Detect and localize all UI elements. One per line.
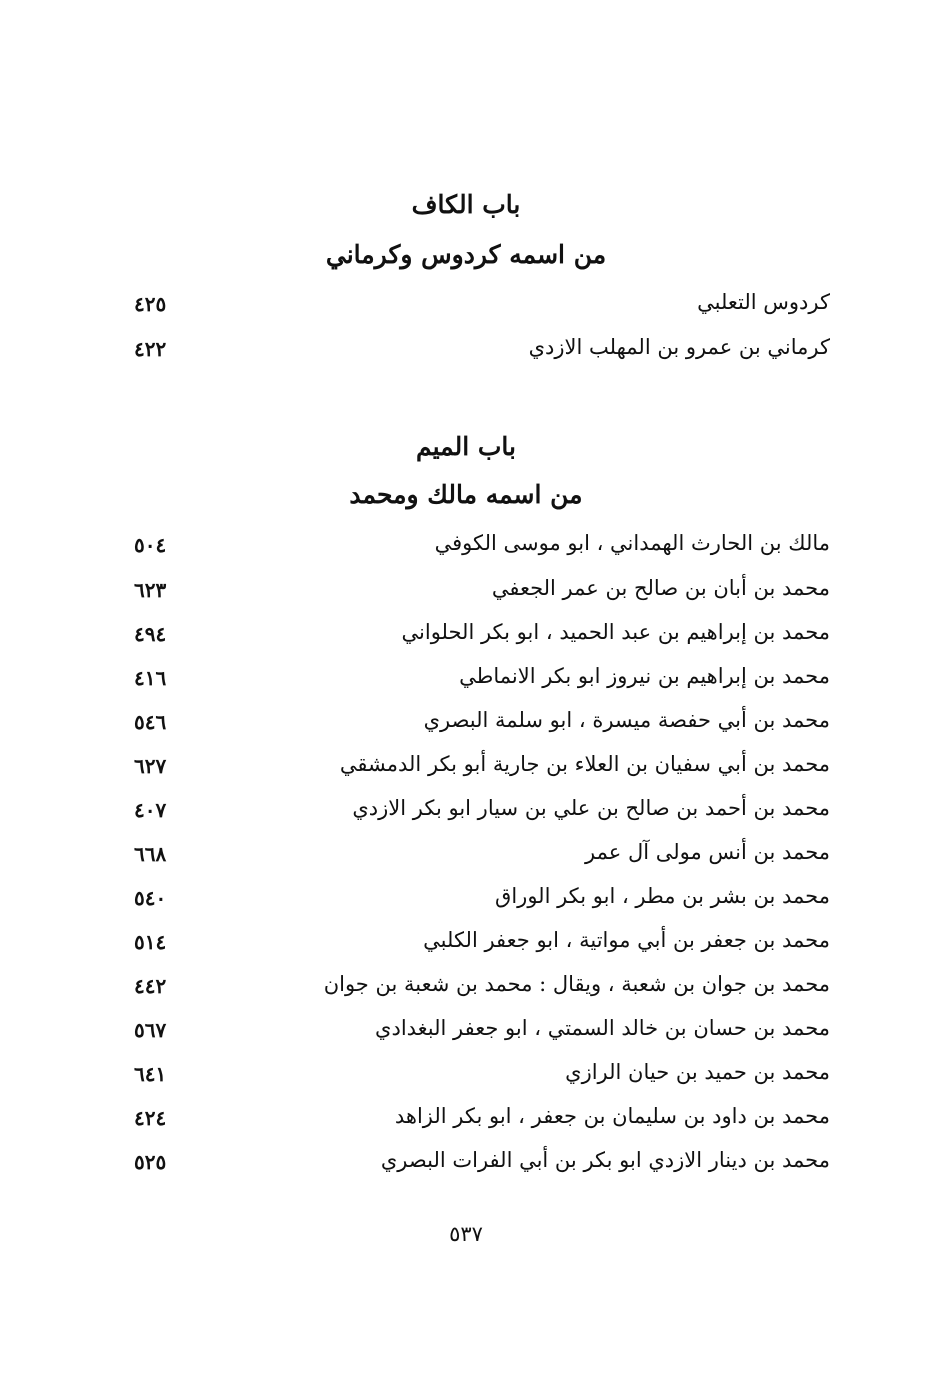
entry-page-number: ٥٠٤ <box>134 533 167 557</box>
section-title-kaf: باب الكاف <box>411 190 521 219</box>
index-entry <box>120 752 830 792</box>
entry-page-number: ٦٤١ <box>134 1062 167 1086</box>
entry-name: محمد بن حميد بن حيان الرازي <box>565 1060 830 1084</box>
index-entry <box>120 1104 830 1144</box>
entry-name: محمد بن أبان بن صالح بن عمر الجعفي <box>491 576 830 600</box>
entry-name: محمد بن جوان بن شعبة ، ويقال : محمد بن شعبة بن جوان <box>323 972 830 996</box>
index-entry <box>120 1148 830 1188</box>
entry-page-number: ٥١٤ <box>134 930 167 954</box>
entry-name: كردوس التعلبي <box>697 290 830 314</box>
index-entry <box>120 708 830 748</box>
entry-name: محمد بن أبي حفصة ميسرة ، ابو سلمة البصري <box>423 708 830 732</box>
entry-page-number: ٤٠٧ <box>134 798 167 822</box>
entry-name: محمد بن إبراهيم بن عبد الحميد ، ابو بكر الحلواني <box>401 620 830 644</box>
index-entry <box>120 290 830 330</box>
entry-page-number: ٦٦٨ <box>134 842 167 866</box>
section-subtitle-mim: من اسمه مالك ومحمد <box>349 480 583 509</box>
index-entry <box>120 928 830 968</box>
entry-page-number: ٦٢٧ <box>134 754 167 778</box>
entry-name: محمد بن أبي سفيان بن العلاء بن جارية أبو بكر الدمشقي <box>339 752 830 776</box>
index-entry <box>120 972 830 1012</box>
entry-page-number: ٤٢٥ <box>134 292 167 316</box>
entry-name: محمد بن دينار الازدي ابو بكر بن أبي الفرات البصري <box>380 1148 830 1172</box>
entry-name: كرماني بن عمرو بن المهلب الازدي <box>528 335 830 359</box>
index-entry <box>120 884 830 924</box>
section-title-mim: باب الميم <box>415 432 516 461</box>
entry-name: محمد بن جعفر بن أبي مواتية ، ابو جعفر الكلبي <box>423 928 830 952</box>
page-number: ٥٣٧ <box>449 1222 483 1246</box>
entry-page-number: ٤١٦ <box>134 666 167 690</box>
entry-page-number: ٤٩٤ <box>134 622 167 646</box>
section-subtitle-kaf: من اسمه كردوس وكرماني <box>325 240 607 269</box>
entry-name: محمد بن داود بن سليمان بن جعفر ، ابو بكر الزاهد <box>394 1104 830 1128</box>
entry-name: محمد بن إبراهيم بن نيروز ابو بكر الانماطي <box>459 664 830 688</box>
index-entry <box>120 531 830 571</box>
entry-page-number: ٤٢٢ <box>134 337 167 361</box>
entry-name: محمد بن أنس مولى آل عمر <box>585 840 830 864</box>
entry-name: محمد بن حسان بن خالد السمتي ، ابو جعفر البغدادي <box>375 1016 830 1040</box>
index-entry <box>120 335 830 375</box>
entry-name: محمد بن أحمد بن صالح بن علي بن سيار ابو بكر الازدي <box>352 796 830 820</box>
index-entry <box>120 1016 830 1056</box>
entry-name: محمد بن بشر بن مطر ، ابو بكر الوراق <box>495 884 830 908</box>
entry-page-number: ٥٢٥ <box>134 1150 167 1174</box>
entry-page-number: ٥٤٠ <box>134 886 167 910</box>
entry-page-number: ٤٢٤ <box>134 1106 167 1130</box>
entry-name: مالك بن الحارث الهمداني ، ابو موسى الكوفي <box>434 531 830 555</box>
index-entry <box>120 576 830 616</box>
index-entry <box>120 840 830 880</box>
index-entry <box>120 664 830 704</box>
index-entry <box>120 796 830 836</box>
entry-page-number: ٥٦٧ <box>134 1018 167 1042</box>
entry-page-number: ٦٢٣ <box>134 578 167 602</box>
index-entry <box>120 620 830 660</box>
entry-page-number: ٥٤٦ <box>134 710 167 734</box>
entry-page-number: ٤٤٢ <box>134 974 167 998</box>
index-entry <box>120 1060 830 1100</box>
